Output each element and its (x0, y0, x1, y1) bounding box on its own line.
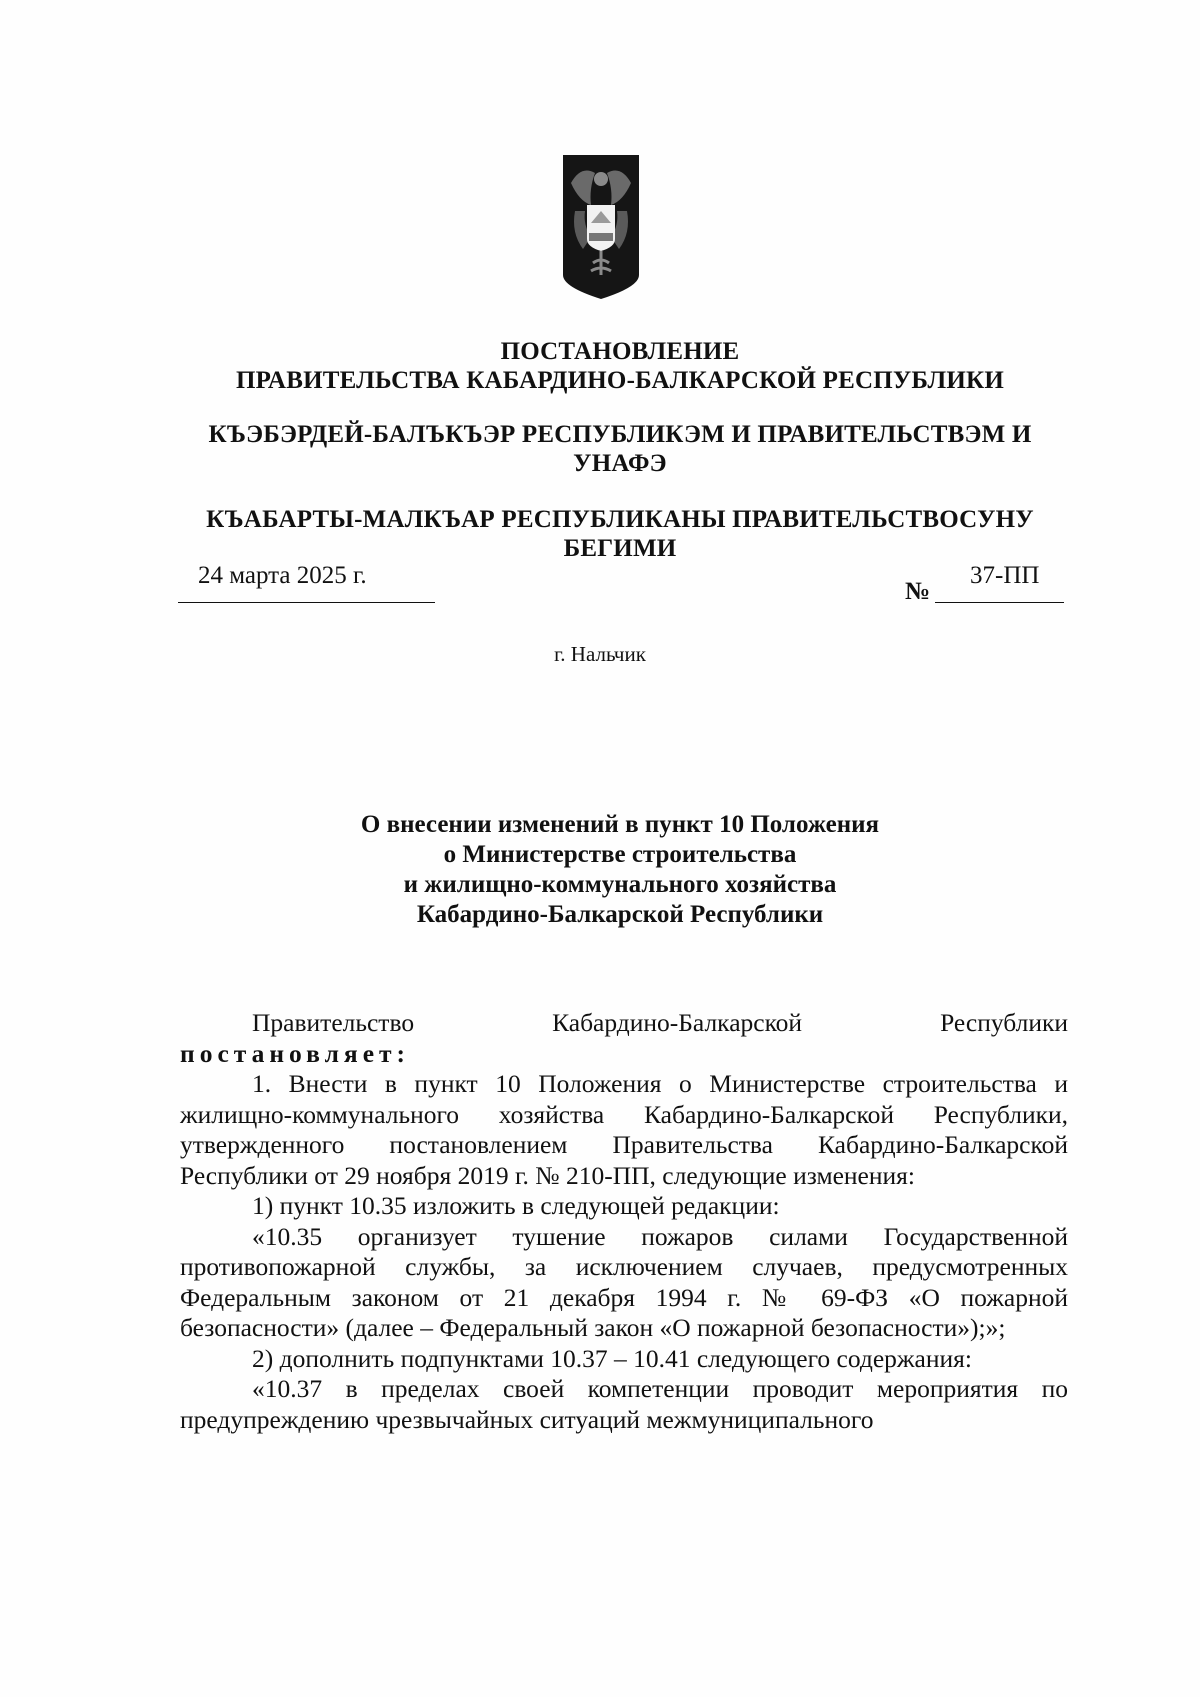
doc-title-line-1: О внесении изменений в пункт 10 Положения (360, 811, 880, 838)
karachay-balkar-heading (180, 505, 1060, 563)
date-underline (178, 602, 435, 603)
document-title (250, 810, 990, 930)
paragraph-4: 2) дополнить подпунктами 10.37 – 10.41 следующего содержания: (252, 1343, 972, 1373)
kabardian-heading (180, 420, 1060, 478)
number-sign: № (905, 578, 931, 605)
coat-of-arms-icon (561, 153, 641, 301)
intro-paragraph (180, 1008, 1068, 1039)
decree-word-paragraph (180, 1039, 1068, 1070)
document-number: 37-ПП (970, 562, 1040, 589)
kbd-line-2: УНАФЭ (573, 450, 667, 477)
paragraph-5: «10.37 в пределах своей компетенции проводит мероприятия по предупреждению чрезвычайных ситуаций межмуниципального (180, 1374, 1068, 1434)
doc-title-line-3: и жилищно-коммунального хозяйства (403, 871, 837, 898)
document-body (180, 1008, 1068, 1435)
decree-word: постановляет: (180, 1038, 411, 1068)
document-type-heading (180, 337, 1060, 395)
document-date: 24 марта 2025 г. (198, 562, 367, 589)
kbd-line-1: КЪЭБЭРДЕЙ-БАЛЪКЪЭР РЕСПУБЛИКЭМ И ПРАВИТЕЛЬСТВЭМ И (208, 421, 1032, 448)
paragraph-1: 1. Внести в пункт 10 Положения о Министерстве строительства и жилищно-коммунального хозяйства Кабардино-Балкарской Республики, утвержденного постановлением Правительства Кабардино-Балкарской Республики от 29 ноября 2019 г. № 210-ПП, следующие изменения: (180, 1069, 1068, 1190)
krc-line-1: КЪАБАРТЫ-МАЛКЪАР РЕСПУБЛИКАНЫ ПРАВИТЕЛЬСТВОСУНУ (206, 506, 1034, 533)
number-underline (935, 602, 1064, 603)
krc-line-2: БЕГИМИ (563, 535, 677, 562)
paragraph-3: «10.35 организует тушение пожаров силами Государственной противопожарной службы, за исключением случаев, предусмотренных Федеральным законом от 21 декабря 1994 г. № 69-ФЗ «О пожарной безопасности» (далее – Федеральный закон «О пожарной безопасности»);»; (180, 1221, 1068, 1342)
doc-title-line-4: Кабардино-Балкарской Республики (416, 901, 824, 928)
title-line-1: ПОСТАНОВЛЕНИЕ (500, 338, 740, 365)
paragraph-2: 1) пункт 10.35 изложить в следующей редакции: (252, 1191, 780, 1220)
title-line-2: ПРАВИТЕЛЬСТВА КАБАРДИНО-БАЛКАРСКОЙ РЕСПУБЛИКИ (236, 367, 1004, 394)
intro-line: Правительство Кабардино-Балкарской Республики (252, 1008, 1068, 1037)
doc-title-line-2: о Министерстве строительства (443, 841, 797, 868)
city-name: г. Нальчик (554, 642, 646, 666)
